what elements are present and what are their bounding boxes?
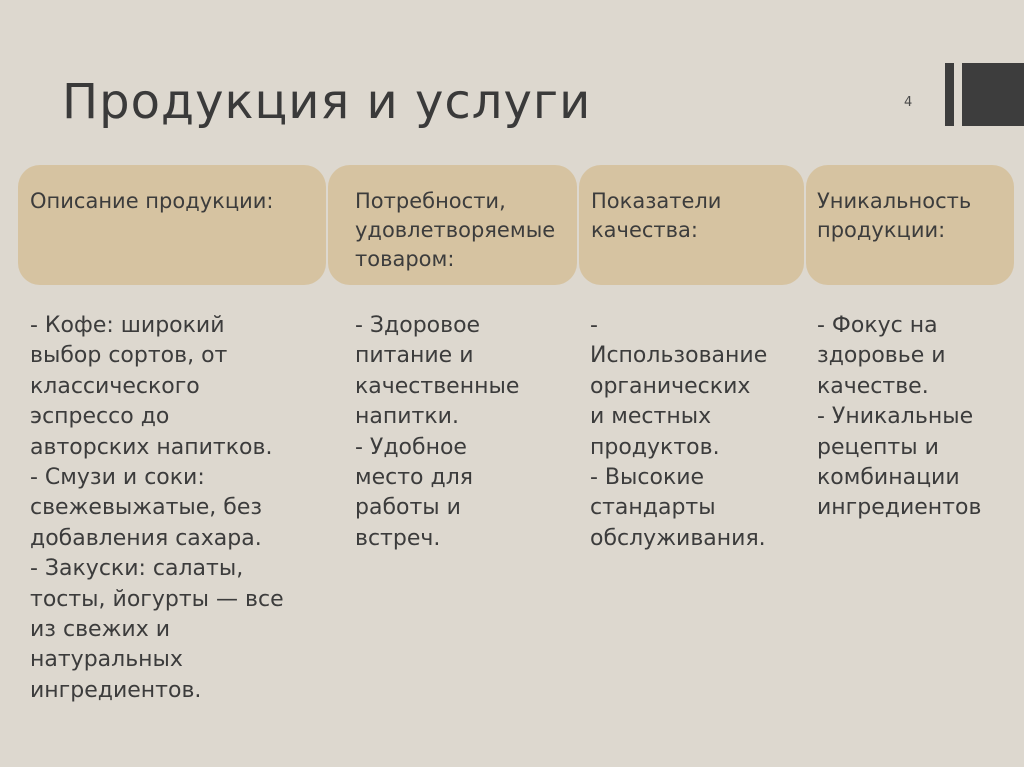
header-box-quality: Показатели качества: <box>579 165 804 285</box>
column-text-line: - Уникальные <box>817 404 974 430</box>
column-text-line: органических <box>590 373 751 399</box>
column-text-line: эспрессо до <box>30 404 170 430</box>
header-box-product-description: Описание продукции: <box>18 165 326 285</box>
header-box-uniqueness: Уникальность продукции: <box>806 165 1014 285</box>
column-text-line: тосты, йогурты — все <box>30 586 284 612</box>
column-text-line: встреч. <box>355 525 441 551</box>
column-text-line: выбор сортов, от <box>30 343 228 369</box>
column-needs <box>355 311 519 554</box>
column-text-line: - Закуски: салаты, <box>30 556 244 582</box>
column-text-line: качественные <box>355 373 520 399</box>
column-text-line: авторских напитков. <box>30 434 273 460</box>
column-text-line: - <box>590 313 598 338</box>
column-text-line: - Смузи и соки: <box>30 465 205 491</box>
column-text-line: комбинации <box>817 465 960 491</box>
column-text-line: рецепты и <box>817 434 939 460</box>
column-product-description <box>30 311 284 706</box>
column-text-line: питание и <box>355 343 474 369</box>
column-text-line: здоровье и <box>817 343 946 369</box>
column-text-line: качестве. <box>817 373 929 399</box>
column-text-line: натуральных <box>30 647 183 673</box>
column-text-line: ингредиентов. <box>30 677 202 703</box>
column-quality <box>590 311 767 554</box>
header-box-needs: Потребности, удовлетворяемые товаром: <box>328 165 577 285</box>
column-text-line: работы и <box>355 495 461 521</box>
column-text-line: классического <box>30 373 200 399</box>
column-text-line: обслуживания. <box>590 525 766 551</box>
column-text-line: продуктов. <box>590 434 720 460</box>
column-text-line: из свежих и <box>30 617 171 643</box>
column-text-line: - Высокие <box>590 465 705 491</box>
column-text-line: - Удобное <box>355 434 467 460</box>
slide-title: Продукция и услуги <box>62 74 592 130</box>
column-text-line: стандарты <box>590 495 716 521</box>
column-text-line: Использование <box>590 343 768 369</box>
column-text-line: - Фокус на <box>817 313 938 338</box>
column-text-line: место для <box>355 465 474 491</box>
column-text-line: - Здоровое <box>355 313 481 338</box>
column-text-line: напитки. <box>355 404 459 430</box>
slide-number: 4 <box>904 95 913 110</box>
column-text-line: добавления сахара. <box>30 525 262 551</box>
corner-decoration-block <box>962 63 1024 126</box>
column-uniqueness <box>817 311 981 524</box>
column-text-line: свежевыжатые, без <box>30 495 263 521</box>
column-text-line: и местных <box>590 404 712 430</box>
corner-decoration-bar <box>945 63 954 126</box>
column-text-line: ингредиентов <box>817 495 982 521</box>
column-text-line: - Кофе: широкий <box>30 313 225 338</box>
